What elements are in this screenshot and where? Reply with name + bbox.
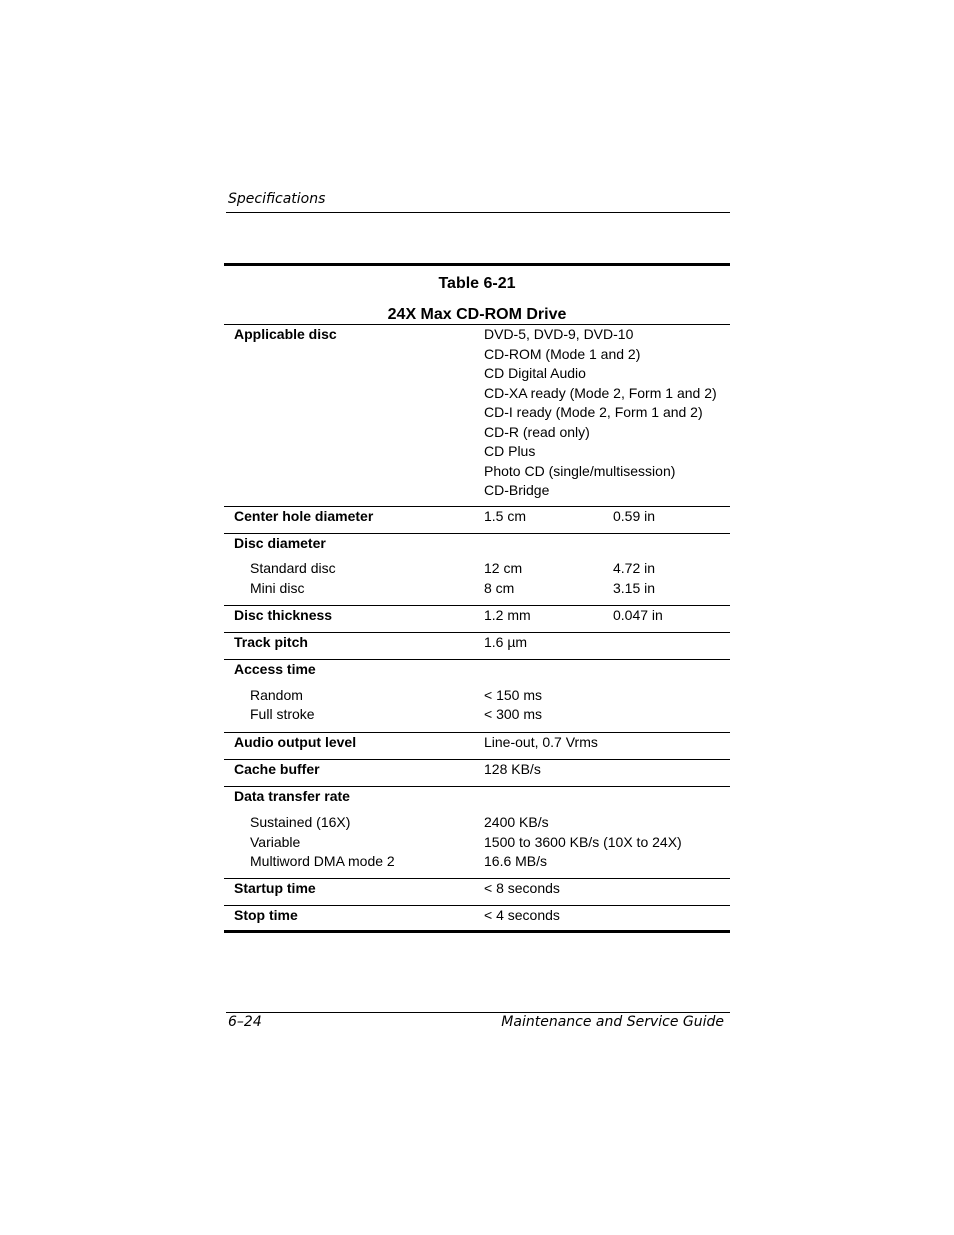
sub-label: Mini disc xyxy=(250,580,305,596)
row-center-hole xyxy=(224,507,730,534)
sub-label: Variable xyxy=(250,834,301,850)
header-rule xyxy=(226,212,730,213)
imperial-value: 0.047 in xyxy=(613,607,663,623)
disc-format: CD-Bridge xyxy=(484,482,550,498)
row-label: Track pitch xyxy=(234,634,308,650)
value: 1.6 µm xyxy=(484,634,528,650)
table-number: Table 6-21 xyxy=(438,275,516,292)
row-disc-thickness xyxy=(224,606,730,633)
disc-format: DVD-5, DVD-9, DVD-10 xyxy=(484,326,634,342)
table-title: 24X Max CD-ROM Drive xyxy=(387,306,567,323)
metric-value: 1.5 cm xyxy=(484,508,527,524)
value: 2400 KB/s xyxy=(484,814,549,830)
row-label: Applicable disc xyxy=(234,326,337,342)
applicable-disc-list xyxy=(484,325,717,501)
row-access-time xyxy=(224,660,730,733)
row-label: Stop time xyxy=(234,907,298,923)
row-track-pitch xyxy=(224,633,730,660)
value: Line-out, 0.7 Vrms xyxy=(484,734,598,750)
disc-format: CD-I ready (Mode 2, Form 1 and 2) xyxy=(484,404,703,420)
value: < 150 ms xyxy=(484,687,542,703)
value: 16.6 MB/s xyxy=(484,853,548,869)
row-applicable-disc xyxy=(224,325,730,507)
row-cache-buffer xyxy=(224,760,730,787)
spec-table xyxy=(224,263,730,933)
row-audio-output xyxy=(224,733,730,760)
disc-format: CD-ROM (Mode 1 and 2) xyxy=(484,345,641,362)
disc-format: CD-XA ready (Mode 2, Form 1 and 2) xyxy=(484,384,717,401)
metric-value: 1.2 mm xyxy=(484,607,531,623)
sub-label: Multiword DMA mode 2 xyxy=(250,853,395,869)
disc-format: Photo CD (single/multisession) xyxy=(484,462,676,479)
guide-title: Maintenance and Service Guide xyxy=(501,1014,724,1030)
metric-value: 12 cm xyxy=(484,560,523,576)
row-label: Disc thickness xyxy=(234,607,333,623)
value: < 8 seconds xyxy=(484,880,560,896)
running-header: Specifications xyxy=(228,191,326,207)
value: < 4 seconds xyxy=(484,907,560,923)
row-label: Access time xyxy=(234,661,316,677)
sub-label: Random xyxy=(250,687,303,703)
value: 128 KB/s xyxy=(484,761,541,777)
row-stop-time xyxy=(224,906,730,933)
row-label: Cache buffer xyxy=(234,761,320,777)
row-label: Audio output level xyxy=(234,734,357,750)
row-label: Data transfer rate xyxy=(234,788,350,804)
row-label: Center hole diameter xyxy=(234,508,374,524)
table-top-rule xyxy=(224,263,730,266)
disc-format: CD Plus xyxy=(484,443,536,459)
row-label: Disc diameter xyxy=(234,535,326,551)
row-disc-diameter xyxy=(224,534,730,606)
row-label: Startup time xyxy=(234,880,316,896)
imperial-value: 3.15 in xyxy=(613,580,656,596)
disc-format: CD Digital Audio xyxy=(484,365,586,381)
footer-rule xyxy=(226,1012,730,1013)
disc-format: CD-R (read only) xyxy=(484,423,590,440)
metric-value: 8 cm xyxy=(484,580,515,596)
row-startup-time xyxy=(224,879,730,906)
sub-label: Full stroke xyxy=(250,706,315,722)
row-data-transfer xyxy=(224,787,730,879)
sub-label: Sustained (16X) xyxy=(250,814,351,830)
value: 1500 to 3600 KB/s (10X to 24X) xyxy=(484,834,682,850)
sub-label: Standard disc xyxy=(250,560,336,576)
imperial-value: 0.59 in xyxy=(613,508,656,524)
page-number: 6–24 xyxy=(228,1014,262,1030)
imperial-value: 4.72 in xyxy=(613,560,656,576)
value: < 300 ms xyxy=(484,706,542,722)
